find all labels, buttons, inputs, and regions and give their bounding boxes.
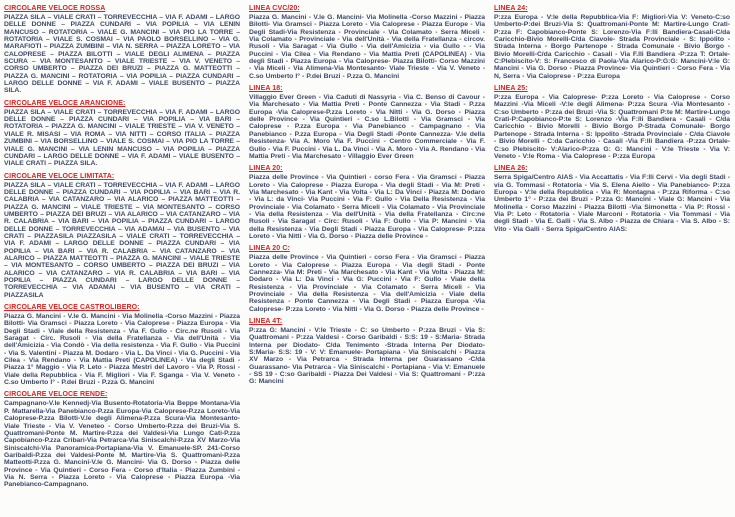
section-linea-20: [249, 165, 485, 240]
route-title: LINEA 20 C:: [249, 245, 290, 253]
route-stops-text: Piazza G. Mancini - V.le G. Mancini- Via Molinella -Corso Mazzini - Piazza Bilotti- Via Gramsci - Piazza Loreto - Via Caloprese - Piazza Europe - Via Degli Stadi-Via Resistenza - Provinciale - Via Colamato - Serra Miceli - Via Colamato - Provinciale - Via dell'Unità - Via della Fratellanza - circov. Rusoli - Via Saragat - Via Gullo - Via dell'Amicizia - via Gullo - - Via Puccini - Via Cilea - Via Rendano - Via Mattia Preti (CAPOLINEA) - Via degli Stadi - Piazza Europa - Via Caloprese- Piazza Bilotti- Corso Mazzini - Via Miceli - Via Alimena-Via Montesanto- Viale Trieste - Via V. Veneto - C.so Umberto I° - P.dei Bruzi - P.zza G. Mancini: [249, 14, 485, 80]
route-stops-text: PIAZZA SILA – VIALE CRATI – TORREVECCHIA – VIA F. ADAMI – LARGO DELLE DONNE – PIAZZA CUNDARI – VIA POPILIA – VIA BARI – ROTATORIA – PIAZZA G. MANCINI – VIALE TRIESTE – VIA V. VENETO – VIALE R. MISASI – VIA ROMA – VIA NITTI – CORSO ITALIA – PIAZZA ZUMBINI – VIA BORSELLINO – VIALE S. COSMAI – VIA PIO LA TORRE – VIALE G. MANCINI – VIA LENIN MANCUSO – VIA POPILIA – PIAZZA CUNDARI – LARGO DELLE DONNE – VIA F. ADAMI – VIALE BUSENTO – VIALE CRATI – PIAZZA SILA.: [4, 108, 240, 168]
route-stops-text: PIAZZA SILA – VIALE CRATI – TORREVECCHIA – VIA F. ADAMI – LARGO DELLE DONNE – PIAZZA CUNDARI – VIA POPILIA – VIA LENIN MANCUSO – ROTATORIA – VIALE G. MANCINI – VIA PIO LA TORRE – ROTATORIA – VIALE S. COSMAI – VIA PAOLO BORSELLINO – VIA G. MARAFIOTI – PIAZZA ZUMBINI – VIA N. SERRA – PIAZZA LORETO – VIA CALOPRESE – PIAZZA BILOTTI – VIALE DEGLI ALIMENA – PIAZZA SCURA – VIA MONTESANTO – VIALE TRIESTE – VIA V. VENETO – CORSO UMBERTO – PIAZZA DEI BRUZI – PIAZZA G. MATTEOTTI – PIAZZA G. MANCINI – ROTATORIA – VIA POPILIA – PIAZZA CUNDARI – LARGO DELLE DONNE – VIA F. ADAMI – VIALE BUSENTO – PIAZZA SILA.: [4, 14, 240, 95]
route-stops-text: Piazza G. Mancini - V.le G. Mancini - Via Molinella -Corso Mazzini - Piazza Bilotti- Via Gramsci - Piazza Loreto - Via Caloprese - Piazza Europa - Via Degli Stadi - Viale della Resistenza - Via F. Gullo - Circ.ne Rusoli - Via Saragat - Circ. Rusoli - Via della Fratellanza - Via dell'Unità - Via dell'Amicizia - Via Condò - Via della resistenza - Via F. Gullo - Via Puccini - Via S. Valentini - Piazza M. Dodaro - Via L. Da Vinci - Via G. Puccini - Via Cilea - Via Rendano - Via Mattia Preti (CAPOLINEA) - Via degli Stadi - Piazza 1° Maggio - Via P. Leto - Piazza Mestri del Lavoro - Via P. Rossi - Viale della Repubblica - Via F. Migliori - Via F. Sganga - Via V. Veneto - C.so Umberto I° - P.dei Bruzi - P.zza G. Mancini: [4, 313, 240, 387]
route-title: LINEA 18:: [249, 85, 283, 93]
route-title: CIRCOLARE VELOCE LIMITATA:: [4, 172, 115, 180]
route-title: LINEA 25:: [494, 85, 528, 93]
section-circolare-veloce-rende: [4, 391, 240, 488]
route-title: LINEA 4T:: [249, 318, 283, 326]
route-stops-text: Piazza delle Province - Via Quintieri - corso Fera - Via Gramsci - Piazza Loreto - Via Caloprese - Piazza Europa - Via degli Stadi - Via M: Preti - Via Marchesato - Via Kant - Via Volta - Via L: Da Vinci - Piazza M: Dodaro - Via L: da Vinci- Via Puccini - Via F: Gullo - Via Della Resistenza - Via Provinciale - Via Colamato - Serra Miceli - Via Colamato - Via Provinciale - Via della Resistenza - Via dell'Unità - Via della Fratellanza - Circ:ne Rusoli - Via Saragat - Circ: Rusoli - Via F: Gullo - Via P: Mancini - Via della Resistenza - Via Degli Stadi - Piazza Europa - Via Caloprese- P:zza Loreto - Via Nitti - Via G. Dorso - Piazza delle Province -: [249, 174, 485, 240]
route-stops-text: P:zza Europa - V:le della Repubblica-Via F: Migliori-Via V: Veneto-C:so Umberto-P:dei Bruzi-Via S: Quattromani-Ponte M: Martire-Lungo Crati-P:zza F: Capobianco-Ponte S: Lorenzo-Via F:lli Bandiera-Casali-C/da Caricchio-Bivio Morelli-C/da Ciavole- Strada Provinciale - S: Ippolito - Strada Interna - Borgo Partenope - Strada Comunale - Bivio Borgo - Bivio Morelli-C/da Caricchio - Casali - Via F.lli Bandiera -P:zza T: Ortale-C:Plebiscito-V: S: Francesco di Paola-Via Alarico-P:G:G: Mancini-V:le G: Mancini - Via G. Dorso - Piazza Province- Via Quintieri - Corso Fera - Via N, Serra - Via Caloprese - P:zza Europa: [494, 14, 730, 80]
section-linea-26: [494, 165, 730, 233]
route-stops-text: Serra Spiga/Centro AIAS - Via Accattatis - Via F:lli Cervi - Via degli Stadi - via G. Tommasi - Rotatoria - Via S. Elena Aiello - Via Panebianco- P:zza Europa - V:le della Repubblica - Via R: Montagna - P:zza Riforma - C:so Umberto 1° - P:zza dei Bruzi - P:zza G: Mancini - Viale G: Mancini - Via Molinella - Corso Mazzini - Piazza Bilotti -Via Simonetta - Via P: Rossi - Via P: Leto - Rotatoria - Viale Marconi - Rotatoria - Via Tommasi - Via degli Stadi - Via E. Galli - Via S. Albo - Piazza de Chiara - Via S. Albo - S: Vito - Via Galli - Serra Spiga/Centro AIAS:: [494, 174, 730, 233]
route-title: LINEA 20:: [249, 165, 283, 173]
section-linea-20-c: [249, 245, 485, 313]
route-title: LINEA 26:: [494, 165, 528, 173]
section-linea-4t: [249, 318, 485, 386]
route-title: CIRCOLARE VELOCE RENDE:: [4, 391, 108, 399]
section-circolare-veloce-limitata: [4, 173, 240, 300]
section-linea-25: [494, 85, 730, 160]
section-linea-18: [249, 85, 485, 160]
route-title: LINEA 24:: [494, 5, 528, 12]
routes-column-2: [249, 5, 485, 513]
section-circolare-veloce-castrolibero: [4, 304, 240, 386]
section-linea-24: [494, 5, 730, 80]
section-linea-cvc-20: [249, 5, 485, 80]
route-stops-text: Villaggio Ever Green - Via Caduti di Nassyria - Via C. Benso di Cavour - Via Marchesato - Via Mattia Preti - Ponte Cannezza - Via Stadi - P.zza Europa -Via Caloprese-P.zza Loreto - Via Nitti - Via G. Dorso - Piazza delle Province - Via Quintieri - C.so L.Bilotti - Via Gramsci - Via Caloprese - P.zza Europa - Via Panebianco - Campagnano - Via Panebianco - P.zza Europa - Via Degli Stadi -Ponte Cannezza- V.le della Resistenza- Via A. Moro Via F. Puccini - Centro Commerciale - Via F. Gullo - Via F. Puccini - Via L. Da Vinci - Via A. Moro - Via A. Rendano - Via Mattia Preti - Via Marchesato - Villaggio Ever Green: [249, 94, 485, 160]
routes-column-1: [4, 5, 240, 513]
route-title: CIRCOLARE VELOCE ARANCIONE:: [4, 99, 126, 107]
route-stops-text: Piazza delle Province - Via Quintieri - corso Fera - Via Gramsci - Piazza Loreto - Via Caloprese - Piazza Europa - Via degli Stadi - Ponte Cannezza- Via M: Preti - Via Marchesato - Via Kant - Via Volta - Piazza M: Dodaro - Via L: Da Vinci - Via G: Puccini - Via F: Gullo - Viale della Resistenza - Via Provinciale - Via Colamato - Serra Miceli - Via Provinciale - Via della Resistenza - Via dell'Amicizia - Viale della Resistenza - Ponte Cannezza - Via Degli Stadi - Piazza Europa -Via Caloprese- P:zza Loreto - Via Nitti - Via G. Dorso - Piazza delle Province -: [249, 254, 485, 313]
route-stops-text: P:zza Europa - Via Caloprese- P:zza Loreto - Via Caloprese - Corso Mazzini -Via Miceli -V:le degli Alimena- P:zza Scura -Via Montesanto - C:so Umberto - P:zza dei Bruzi -Via S: Quattromani P:te M: Martire-Lungo Crati-P:Capobianco-P:te S: Lorenzo -Via F:lli Bandiera - Casali - C/da Caricchio - Bivio Morelli - Bivio Borgo P-Strada Comunale- Borgo Partenope - Strada Interna - S: Ippolito -Strada Provinciale - C/da Ciavole - Bivio Morelli - C:da Caricchio - Casali -Via F:lli Bandiera -P:zza Ortale- C:so Plebiscito- V:Alarico-P:zza G: G: Mancini - V:le Trieste - Via V: Veneto - V:le Roma - Via Caloprese - P:zza Europa: [494, 94, 730, 160]
route-title: LINEA CVC/20:: [249, 5, 300, 12]
route-title: CIRCOLARE VELOCE ROSSA: [4, 5, 106, 12]
route-title: CIRCOLARE VELOCE CASTROLIBERO:: [4, 304, 140, 312]
routes-column-3: [494, 5, 730, 513]
route-stops-text: PIAZZA SILA – VIALE CRATI – TORREVECCHIA – VIA F. ADAMI – LARGO DELLE DONNE – PIAZZA CUNDARI – VIA POPILIA – VIA BARI – VIA R. CALABRIA – VIA CATANZARO – VIA ALARICO – PIAZZA MATTEOTTI – PIAZZA G. MANCINI – VIALE TRIESTE – VIA MONTESANTO – CORSO UMBERTO – PIAZZA DEI BRUZI – VIA ALARICO – VIA CATANZARO – VIA R. CALABRIA – VIA BARI – VIA POPILIA – PIAZZA CUNDARI – LARGO DELLE DONNE – TORREVECCHIA – VIA ADAMAI – VIA BUSENTO – VIA CRATI – PIAZZASILA PIAZZASILA – VIALE CRATI – TORREVECCHIA – VIA F. ADAMI – LARGO DELLE DONNE – PIAZZA CUNDARI – VIA POPILIA – VIA BARI – VIA R. CALABRIA – VIA CATANZARO – VIA ALARICO – PIAZZA MATTEOTTI – PIAZZA G. MANCINI – VIALE TRIESTE – VIA MONTESANTO – CORSO UMBERTO – PIAZZA DEI BRUZI – VIA ALARICO – VIA CATANZARO – VIA R. CALABRIA – VIA BARI – VIA POPILIA – PIAZZA CUNDARI – LARGO DELLE DONNE – TORREVECCHIA – VIA ADAMAI – VIA BUSENTO – VIA CRATI – PIAZZASILA: [4, 181, 240, 299]
route-stops-text: Campagnano-V.le Kennedj-Via Busento-Rotatoria-Via Beppe Montana-Via P. Mattarella-Via Panebianco-P.zza Europa-Via Caloprese-P.zza Loreto-Via Caloprese-P.zza Bilotti-V.le degli Alimena-P.zza Scura-Via Montesanto-Viale Trieste - Via V. Veneteo - Corso Umberto-P.zza dei Bruzi-Via S. Quattromani-Ponte M. Martire-P.zza dei Valdesi-Via Lungo Cati-P.zza Capobianco-P.zza Cribari-Via Petrarca-Via Siniscalchi-P.zza XV Marzo-Via Siniscalchi-Via Panoramica-Portapiana-Via V. Emanuele-SP. 241-Corso Garibaldi-P.zza dei Valdesi-Ponte M. Martire-Via S. Quattromani-P.zza Matteotti-P.zza G. Mancini-V.le G. Mancini- Via G. Dorso - Piazza delle Province - Via Quintieri - Corso Fera - Corso d'Italia - Piazza Zumbini - Via N. Serra - Piazza Loreto - Via Caloprese - Piazza Europa -Via Panebianco-Campagnano.: [4, 400, 240, 489]
section-circolare-veloce-arancione: [4, 100, 240, 168]
section-circolare-veloce-rossa: [4, 5, 240, 95]
route-stops-text: P:zza G: Mancini - V:le Trieste - C: so Umberto - P:zza Bruzi - Via S: Quattromani - P:zza Valdesi - Corso Garibaldi - S:S: 19 - S:Maria- Strada Interna per Diodato- C/da Tenimento -Strada Interna Per Diodato- S:Maria- S:S: 19 - V: V: Emanuele- Portapiana - Via Siniscalchi - Piazza XV Marzo - Via Petrarca - Strada Interna per Guarassano -C/da Guarassano- Via Petrarca - Via Siniscalchi - Portapiana - Via V: Emanuele - SS 19 - C:so Garibaldi - Piazza Dei Valdesi - Via S: Quattromani - P:zza G: Mancini: [249, 327, 485, 386]
